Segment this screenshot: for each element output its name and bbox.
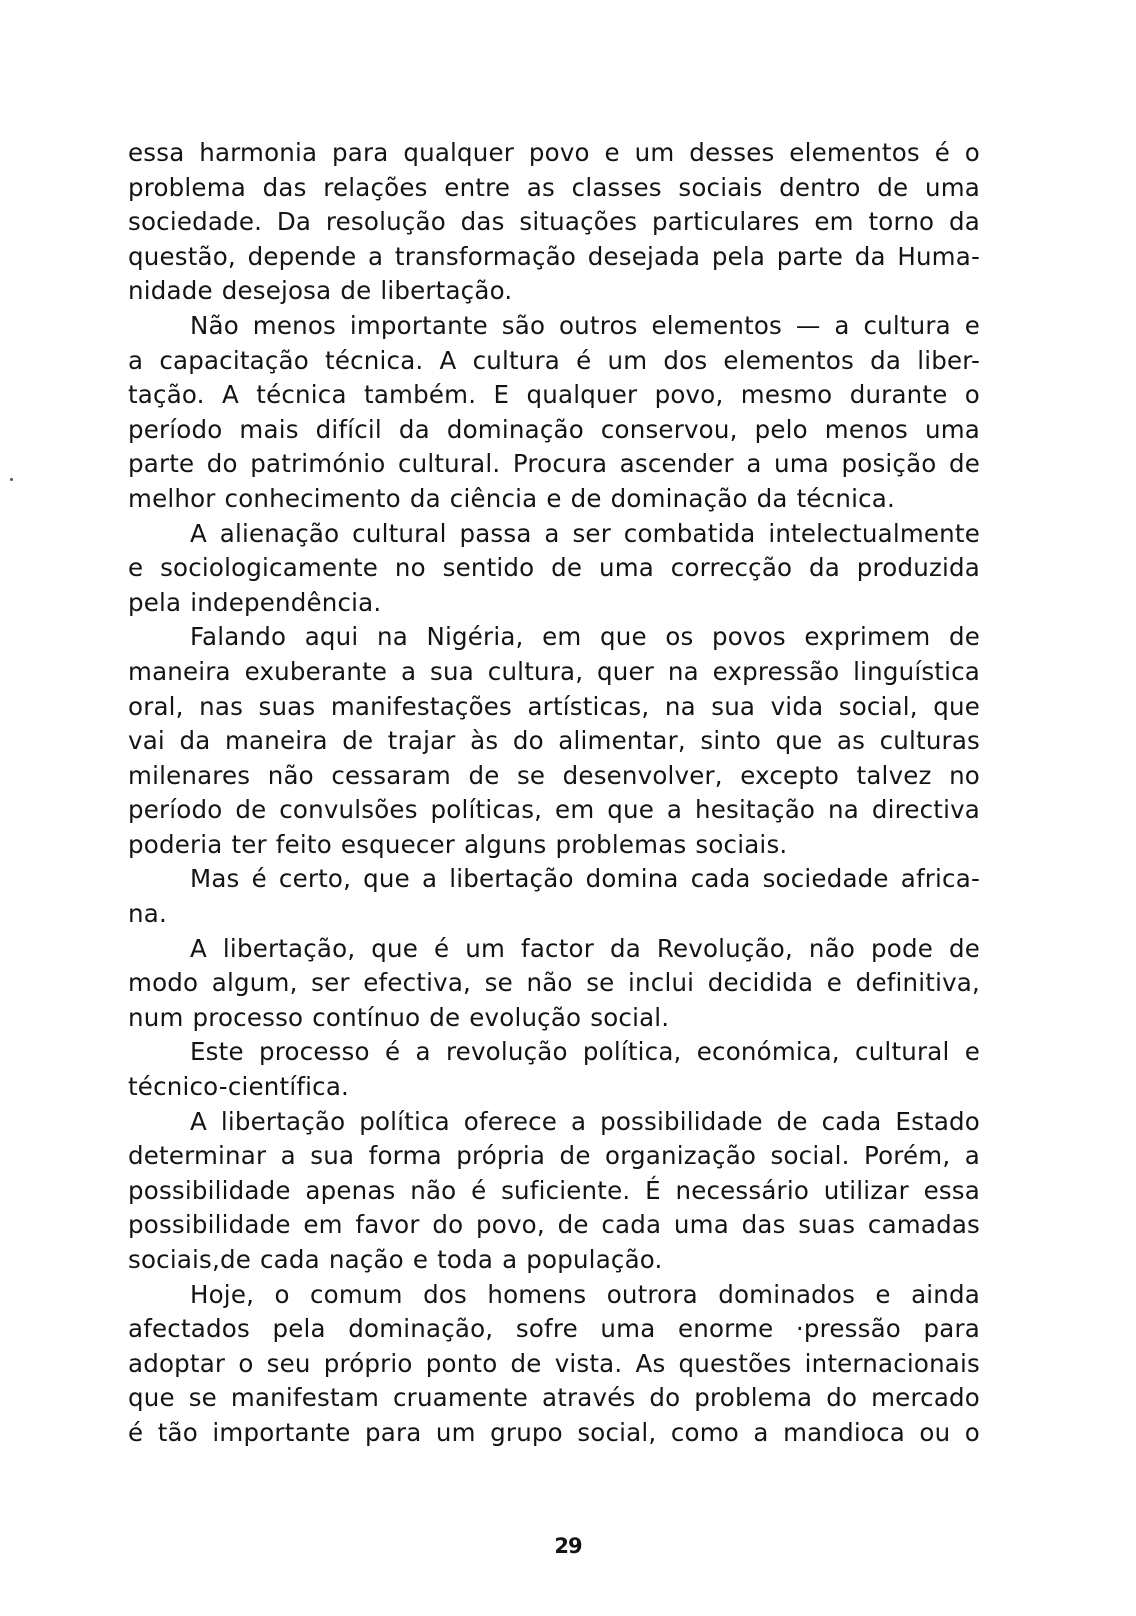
text-line: sociais,de cada nação e toda a população. <box>128 1245 663 1274</box>
text-line: Mas é certo, que a libertação domina cada sociedade africa- <box>190 864 980 894</box>
text-line: e sociologicamente no sentido de uma correcção da produzida <box>128 553 980 583</box>
text-line: A libertação, que é um factor da Revolução, não pode de <box>190 933 980 963</box>
text-line: período mais difícil da dominação conservou, pelo menos uma <box>128 414 980 444</box>
text-line: a capacitação técnica. A cultura é um dos elementos da liber- <box>128 345 980 375</box>
text-line: milenares não cessaram de se desenvolver, excepto talvez no <box>128 760 980 790</box>
text-line: melhor conhecimento da ciência e de dominação da técnica. <box>128 483 895 513</box>
text-line: Falando aqui na Nigéria, em que os povos exprimem de <box>190 622 980 652</box>
text-line: essa harmonia para qualquer povo e um desses elementos é o <box>128 138 980 167</box>
text-line: A libertação política oferece a possibilidade de cada Estado <box>190 1106 980 1136</box>
text-line: adoptar o seu próprio ponto de vista. As questões internacionais <box>128 1348 980 1378</box>
text-line: sociedade. Da resolução das situações particulares em torno da <box>128 207 980 237</box>
text-line: num processo contínuo de evolução social. <box>128 1002 670 1032</box>
scan-speck <box>10 478 13 481</box>
text-line: tação. A técnica também. E qualquer povo, mesmo durante o <box>128 380 980 410</box>
text-line: modo algum, ser efectiva, se não se inclui decidida e definitiva, <box>128 968 980 998</box>
text-line: maneira exuberante a sua cultura, quer na expressão linguística <box>128 656 980 686</box>
text-line: técnico-científica. <box>128 1072 350 1102</box>
page-number: 29 <box>554 1534 582 1558</box>
text-line: possibilidade em favor do povo, de cada uma das suas camadas <box>128 1210 980 1240</box>
text-line: parte do património cultural. Procura ascender a uma posição de <box>128 449 980 479</box>
text-line: questão, depende a transformação desejada pela parte da Huma- <box>128 241 980 271</box>
text-line: Este processo é a revolução política, económica, cultural e <box>190 1037 980 1067</box>
text-line: Hoje, o comum dos homens outrora dominados e ainda <box>190 1279 980 1309</box>
text-line: determinar a sua forma própria de organização social. Porém, a <box>128 1141 980 1171</box>
text-line: nidade desejosa de libertação. <box>128 276 513 306</box>
text-line: Não menos importante são outros elementos — a cultura e <box>190 310 980 340</box>
text-line: é tão importante para um grupo social, como a mandioca ou o <box>128 1417 980 1447</box>
text-line: oral, nas suas manifestações artísticas, na sua vida social, que <box>128 691 980 721</box>
text-line: problema das relações entre as classes sociais dentro de uma <box>128 172 980 202</box>
text-line: que se manifestam cruamente através do problema do mercado <box>128 1383 980 1413</box>
text-line: A alienação cultural passa a ser combatida intelectualmente <box>190 518 980 548</box>
text-line: possibilidade apenas não é suficiente. É necessário utilizar essa <box>128 1175 980 1205</box>
text-line: vai da maneira de trajar às do alimentar, sinto que as culturas <box>128 726 980 756</box>
body-text <box>128 136 980 1451</box>
text-line: pela independência. <box>128 587 382 617</box>
text-line: afectados pela dominação, sofre uma enorme ·pressão para <box>128 1314 980 1344</box>
text-line: período de convulsões políticas, em que a hesitação na directiva <box>128 795 980 825</box>
text-line: na. <box>128 899 167 929</box>
text-line: poderia ter feito esquecer alguns problemas sociais. <box>128 829 788 859</box>
